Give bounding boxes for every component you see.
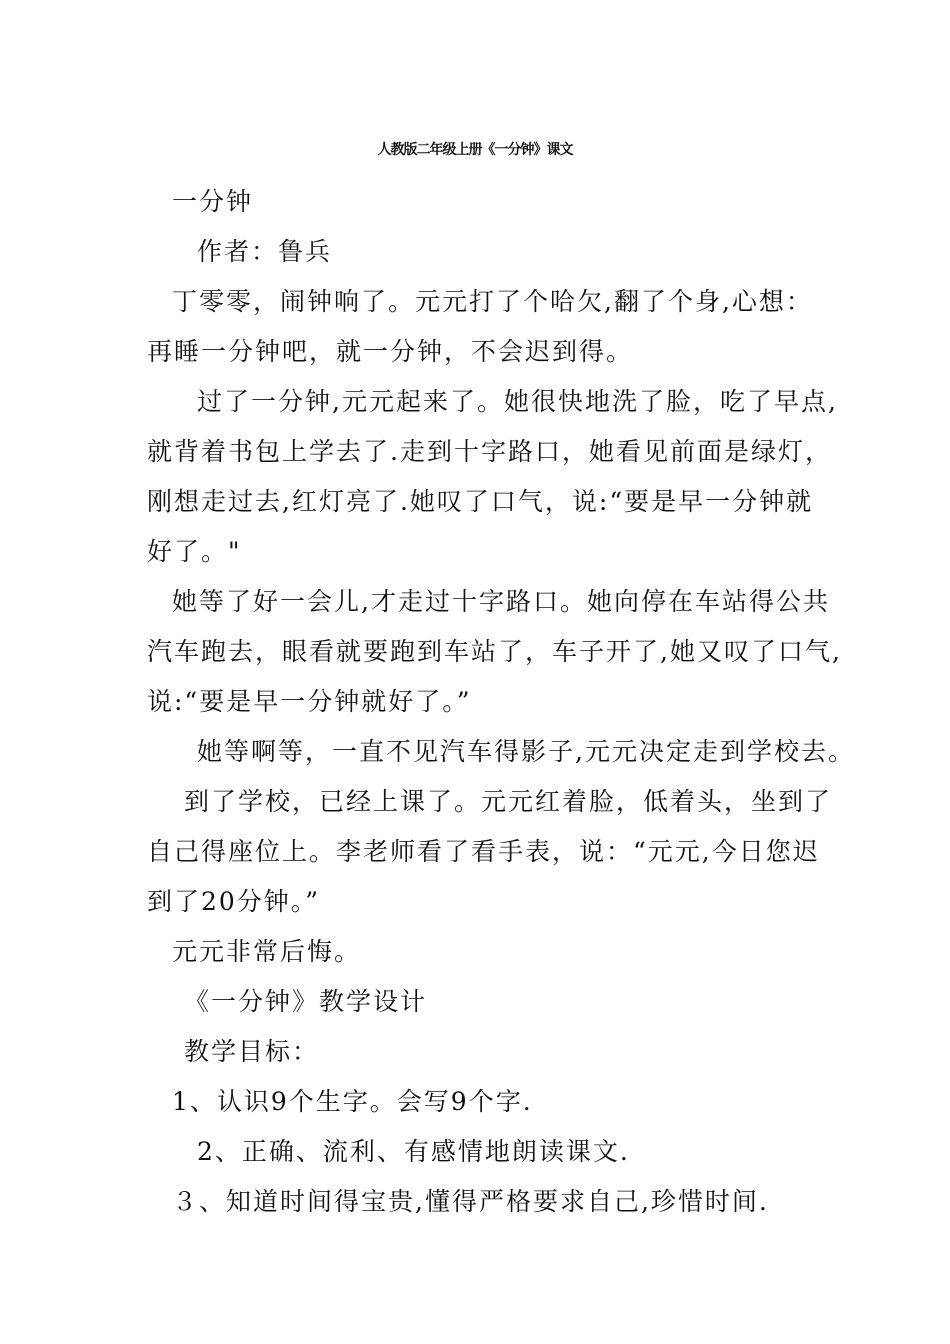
text-line: 元元非常后悔。: [172, 937, 362, 966]
text-line: 汽车跑去，眼看就要跑到车站了，车子开了,她又叹了口气,: [147, 637, 842, 666]
list-item: 2、正确、流利、有感情地朗读课文.: [197, 1137, 630, 1166]
subsection-heading: 教学目标：: [184, 1037, 320, 1066]
section-heading: 《一分钟》教学设计: [184, 987, 428, 1016]
text-line: 丁零零，闹钟响了。元元打了个哈欠,翻了个身,心想：: [172, 287, 813, 316]
list-item: ３、知道时间得宝贵,懂得严格要求自己,珍惜时间.: [172, 1187, 769, 1216]
text-line-subtitle: 一分钟: [172, 187, 254, 216]
text-line: 就背着书包上学去了.走到十字路口，她看见前面是绿灯，: [147, 437, 832, 466]
document-title: 人教版二年级上册《一分钟》课文: [377, 142, 573, 158]
list-item: 1、认识9个生字。会写9个字.: [172, 1087, 533, 1116]
text-line: 好了。": [147, 537, 242, 566]
text-line: 自己得座位上。李老师看了看手表，说：“元元,今日您迟: [147, 837, 820, 866]
text-line: 到了20分钟。”: [147, 887, 321, 916]
text-line: 说:“要是早一分钟就好了。”: [147, 687, 472, 716]
text-line: 过了一分钟,元元起来了。她很快地洗了脸，吃了早点,: [197, 387, 838, 416]
text-line: 再睡一分钟吧，就一分钟，不会迟到得。: [147, 337, 634, 366]
text-line: 刚想走过去,红灯亮了.她叹了口气，说:“要是早一分钟就: [147, 487, 814, 516]
text-line-author: 作者：鲁兵: [197, 237, 333, 266]
text-line: 到了学校，已经上课了。元元红着脸，低着头，坐到了: [184, 787, 833, 816]
text-line: 她等啊等，一直不见汽车得影子,元元决定走到学校去。: [197, 737, 855, 766]
text-line: 她等了好一会儿,才走过十字路口。她向停在车站得公共: [172, 587, 830, 616]
